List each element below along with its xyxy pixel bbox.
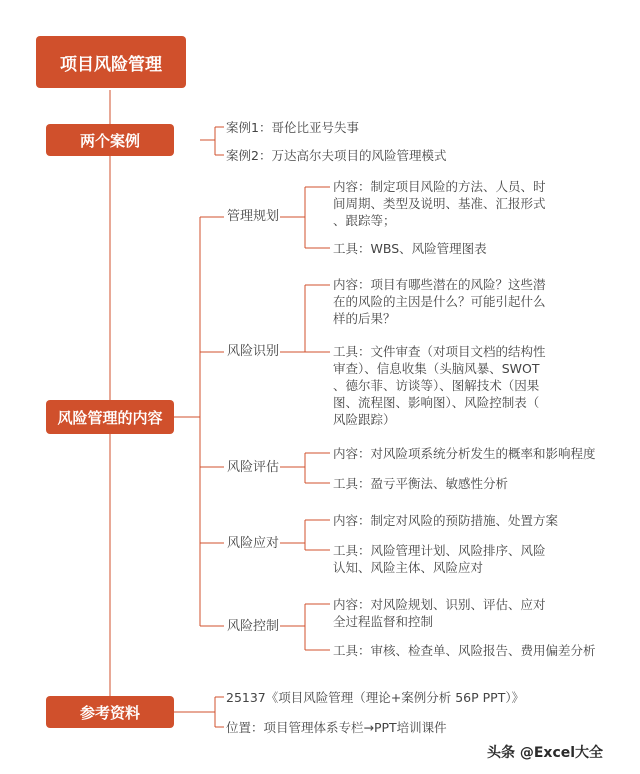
- cases-connector: [200, 127, 224, 155]
- response-content[interactable]: 内容：制定对风险的预防措施、处置方案: [333, 513, 559, 528]
- sub-label-identification[interactable]: 风险识别: [227, 344, 280, 359]
- ref-item-1[interactable]: 25137《项目风险管理（理论+案例分析 56P PPT）》: [226, 690, 525, 705]
- assessment-tools[interactable]: 工具：盈亏平衡法、敏感性分析: [333, 476, 509, 491]
- sub-label-response[interactable]: 风险应对: [227, 536, 280, 551]
- identification-tools[interactable]: 工具：文件审查（对项目文档的结构性 审查）、信息收集（头脑风暴、SWOT 、德尔菲、访谈等）、图解技术（因果 图、流程图、影响图）、风险控制表（ 风险跟踪）: [333, 344, 546, 427]
- sub5-connector: [280, 604, 330, 650]
- root-node[interactable]: 项目风险管理: [36, 36, 186, 88]
- sub-label-control[interactable]: 风险控制: [227, 619, 280, 634]
- control-tools[interactable]: 工具：审核、检查单、风险报告、费用偏差分析: [333, 643, 596, 658]
- content-connector: [174, 217, 224, 626]
- branch-cases[interactable]: 两个案例: [46, 124, 174, 156]
- sub1-connector: [280, 187, 330, 248]
- control-content[interactable]: 内容：对风险规划、识别、评估、应对 全过程监督和控制: [333, 597, 546, 629]
- sub-label-assessment[interactable]: 风险评估: [227, 460, 280, 475]
- planning-content[interactable]: 内容：制定项目风险的方法、人员、时 间周期、类型及说明、基准、汇报形式 、跟踪等；: [333, 179, 546, 228]
- sub2-connector: [280, 285, 330, 352]
- case-item-1[interactable]: 案例1：哥伦比亚号失事: [226, 120, 359, 135]
- sub-label-planning[interactable]: 管理规划: [227, 209, 280, 224]
- planning-tools[interactable]: 工具：WBS、风险管理图表: [333, 241, 487, 256]
- watermark-text: 头条 @Excel大全: [487, 745, 604, 761]
- sub4-connector: [280, 520, 330, 550]
- case-item-2[interactable]: 案例2：万达高尔夫项目的风险管理模式: [226, 148, 447, 163]
- branch-content[interactable]: 风险管理的内容: [46, 400, 174, 434]
- refs-connector: [174, 697, 224, 727]
- identification-content[interactable]: 内容：项目有哪些潜在的风险？这些潜 在的风险的主因是什么？可能引起什么 样的后果？: [333, 277, 546, 326]
- sub3-connector: [280, 453, 330, 483]
- ref-item-2[interactable]: 位置：项目管理体系专栏→PPT培训课件: [226, 720, 447, 735]
- branch-refs[interactable]: 参考资料: [46, 696, 174, 728]
- assessment-content[interactable]: 内容：对风险项系统分析发生的概率和影响程度: [333, 446, 596, 461]
- response-tools[interactable]: 工具：风险管理计划、风险排序、风险 认知、风险主体、风险应对: [333, 543, 546, 575]
